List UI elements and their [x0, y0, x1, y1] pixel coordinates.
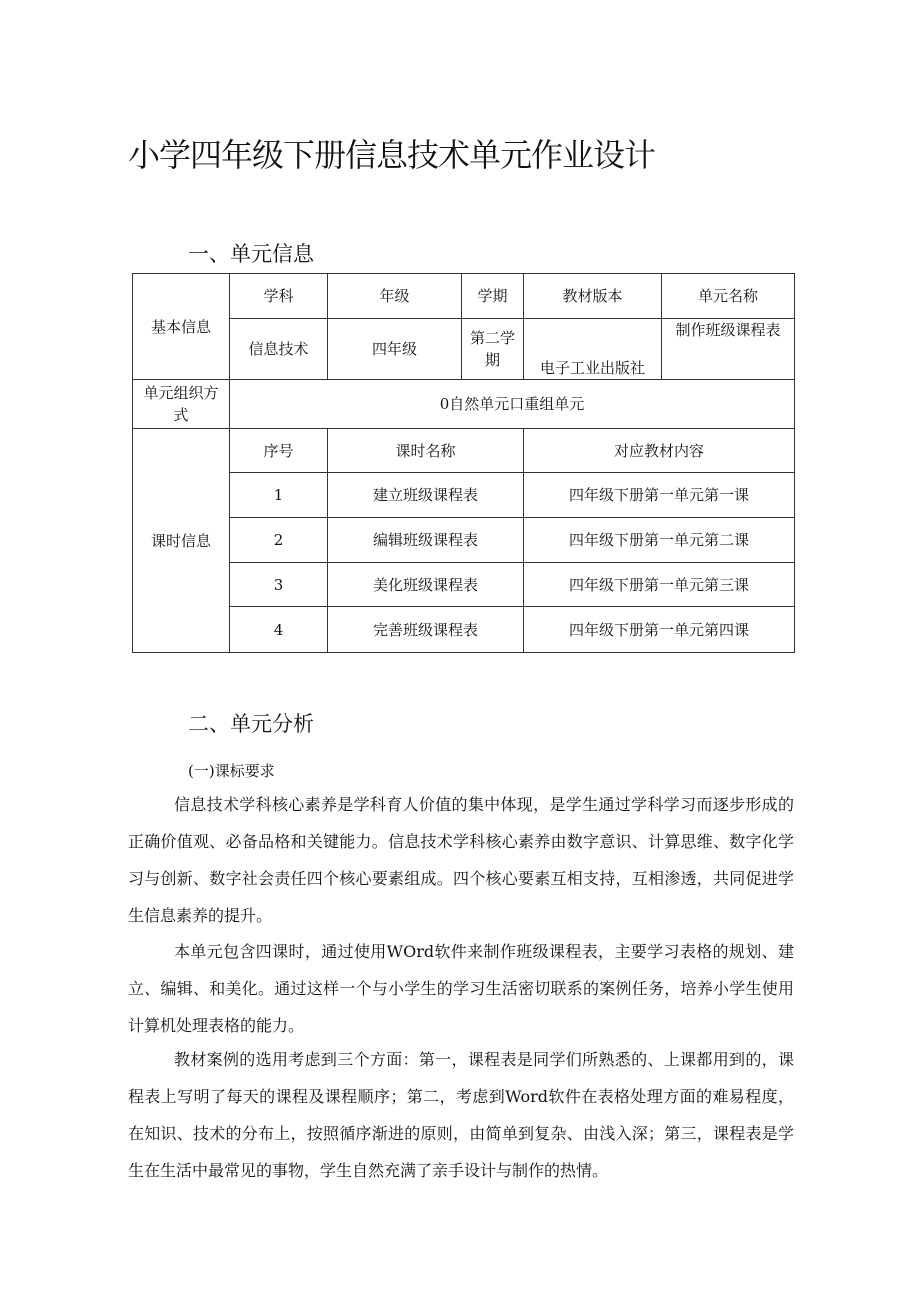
- lesson-name: 完善班级课程表: [328, 607, 524, 653]
- document-title: 小学四年级下册信息技术单元作业设计: [128, 136, 656, 174]
- lesson-number: 4: [230, 607, 328, 653]
- value-unit-name: 制作班级课程表: [662, 319, 795, 380]
- table-row: [133, 563, 795, 607]
- paragraph-core-literacy: 信息技术学科核心素养是学科育人价值的集中体现，是学生通过学科学习而逐步形成的正确价值观、必备品格和关键能力。信息技术学科核心素养由数字意识、计算思维、数字化学习与创新、数字社会责任四个核心要素组成。四个核心要素互相支持，互相渗透，共同促进学生信息素养的提升。: [128, 795, 794, 925]
- lesson-name: 美化班级课程表: [328, 563, 524, 607]
- table-row: [133, 518, 795, 563]
- lesson-content: 四年级下册第一单元第二课: [524, 518, 795, 563]
- subsection-heading-curriculum: (一)课标要求: [188, 762, 275, 780]
- value-grade: 四年级: [328, 319, 462, 380]
- org-mode-value: 0自然单元口重组单元: [230, 380, 795, 429]
- lesson-name: 编辑班级课程表: [328, 518, 524, 563]
- paragraph-case-selection: 教材案例的选用考虑到三个方面：第一，课程表是同学们所熟悉的、上课都用到的，课程表上写明了每天的课程及课程顺序；第二，考虑到Word软件在表格处理方面的难易程度，在知识、技术的分布上，按照循序渐进的原则，由简单到复杂、由浅入深；第三，课程表是学生在生活中最常见的事物，学生自然充满了亲手设计与制作的热情。: [128, 1050, 794, 1180]
- value-term: 第二学期: [462, 319, 524, 380]
- lesson-number: 2: [230, 518, 328, 563]
- unit-info-table: [132, 273, 795, 653]
- header-grade: 年级: [328, 274, 462, 319]
- table-row: [133, 607, 795, 653]
- lesson-number: 1: [230, 473, 328, 518]
- section-heading-unit-analysis: 二、单元分析: [188, 712, 314, 736]
- section-heading-unit-info: 一、单元信息: [188, 242, 314, 266]
- lesson-header-number: 序号: [230, 429, 328, 473]
- lesson-name: 建立班级课程表: [328, 473, 524, 518]
- lesson-content: 四年级下册第一单元第四课: [524, 607, 795, 653]
- value-subject: 信息技术: [230, 319, 328, 380]
- header-textbook-edition: 教材版本: [524, 274, 662, 319]
- lesson-content: 四年级下册第一单元第一课: [524, 473, 795, 518]
- lesson-number: 3: [230, 563, 328, 607]
- value-textbook-edition: 电子工业出版社: [524, 319, 662, 380]
- header-unit-name: 单元名称: [662, 274, 795, 319]
- lesson-header-content: 对应教材内容: [524, 429, 795, 473]
- header-term: 学期: [462, 274, 524, 319]
- basic-info-label: 基本信息: [133, 274, 230, 380]
- org-mode-label: 单元组织方式: [133, 380, 230, 429]
- paragraph-unit-overview: 本单元包含四课时，通过使用WOrd软件来制作班级课程表，主要学习表格的规划、建立、编辑、和美化。通过这样一个与小学生的学习生活密切联系的案例任务，培养小学生使用计算机处理表格的能力。: [128, 942, 794, 1035]
- table-row: [133, 473, 795, 518]
- lesson-info-label: 课时信息: [133, 429, 230, 653]
- header-subject: 学科: [230, 274, 328, 319]
- lesson-header-name: 课时名称: [328, 429, 524, 473]
- lesson-content: 四年级下册第一单元第三课: [524, 563, 795, 607]
